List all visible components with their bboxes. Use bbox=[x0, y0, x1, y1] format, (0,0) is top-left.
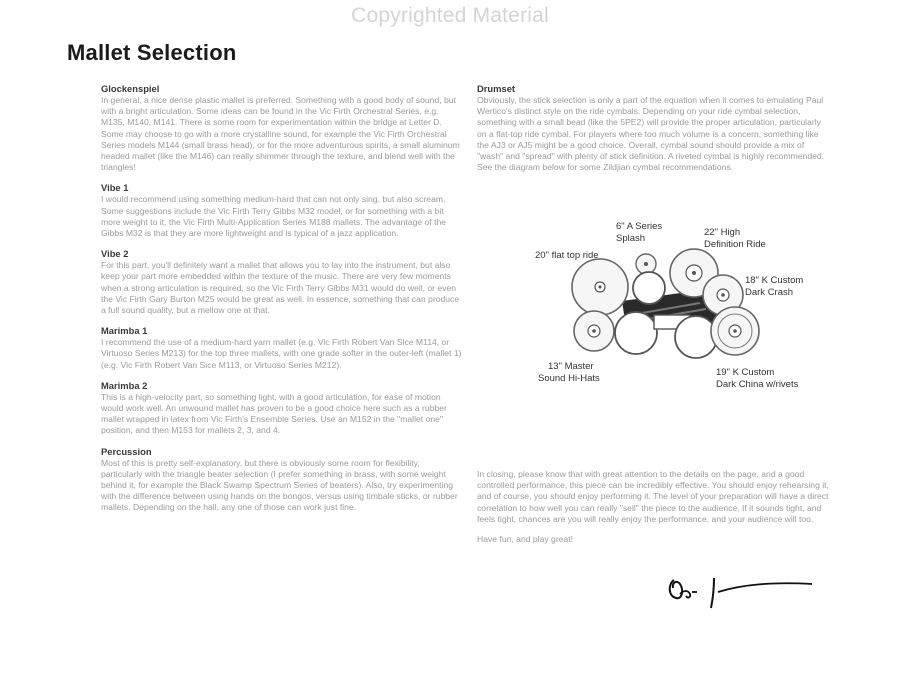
closing-paragraph: In closing, please know that with great attention to the details on the page, and a good controlled performance, this piece can be incredibly effective. You should enjoy rehearsing it, and of course, you should enjoy performing it. The level of your preparation will have a direct correlation to how well you can really "sell" the piece to the audience. If it sounds tight, and feels tight, chances are you will really enjoy the performance, and your audience will too. bbox=[477, 469, 829, 524]
flat-ride-cymbal bbox=[572, 259, 628, 315]
section-text: I recommend the use of a medium-hard yarn mallet (e.g. Vic Firth Robert Van Sice M114, or Virtuoso Series M213) for the top three mallets, with one grade softer in the outer-left (mallet 1) (e.g. Vic Firth Robert Van Sice M113, or Virtuoso Series M212). bbox=[101, 337, 462, 370]
hi-hats bbox=[574, 311, 614, 351]
section-heading: Drumset bbox=[477, 83, 516, 94]
watermark: Copyrighted Material bbox=[351, 4, 549, 27]
rack-tom bbox=[633, 272, 665, 304]
section-text: This is a high-velocity part, so something light, with a good articulation, for ease of motion would work well. An unwound mallet has proven to be a good choice here such as a rubber mallet wrapped in latex from Vic Firth's Ensemble Series. Use an M152 in the "mallet one" position, and then M153 for mallets 2, 3, and 4. bbox=[101, 391, 447, 436]
section-marimba-1 bbox=[101, 325, 463, 371]
section-percussion bbox=[101, 446, 463, 514]
label-splash-line2: Splash bbox=[616, 233, 646, 244]
snare-drum bbox=[615, 312, 657, 354]
label-hd-ride-line1: 22" High bbox=[704, 227, 741, 238]
section-text: Obviously, the stick selection is only a part of the equation when it comes to emulating Paul Wertico's distinct style on the ride cymbals. Depending on your ride cymbal selection, something with a small bead (like the 5PE2) will provide the proper articulation, particularly on a flat-top ride cymbal. For players where too much volume is a concern, something like the AJ3 or AJ5 might be a good choice. Overall, cymbal sound should provide a mix of "wash" and "spread" with plenty of stick definition. A riveted cymbal is highly recommended. See the diagram below for some Zildjian cymbal recommendations. bbox=[477, 95, 825, 173]
label-china-line1: 19" K Custom bbox=[716, 367, 775, 378]
section-text: I would recommend using something medium-hard that can not only sing, but also scream. Some suggestions include the Vic Firth Terry Gibbs M32 model, or for something with a bit more weight to it, the Vic Firth Multi-Application Series M188 mallets. The advantage of the Gibbs M32 is that they are more lightweight and is typical of a jazz application. bbox=[101, 194, 447, 239]
china-cymbal bbox=[711, 307, 759, 355]
floor-tom bbox=[675, 316, 717, 358]
label-dark-crash-line1: 18" K Custom bbox=[745, 275, 804, 286]
label-dark-crash-line2: Dark Crash bbox=[745, 287, 794, 298]
section-heading: Vibe 1 bbox=[101, 182, 129, 194]
section-text: For this part, you'll definitely want a mallet that allows you to lay into the instrument, but also keep your part more embedded within the texture of the music. There are very few moments when a strong articulation is required, so the Vic Firth Terry Gibbs M31 would do well, or even the Vic Firth Gary Burton M25 would be great as well. In essence, something that can produce a full sound quality, but a mellow one at that. bbox=[101, 260, 460, 316]
section-vibe-1 bbox=[101, 182, 463, 239]
section-marimba-2 bbox=[101, 380, 463, 437]
page-title: Mallet Selection bbox=[67, 40, 237, 65]
section-heading: Glockenspiel bbox=[101, 83, 160, 94]
label-splash-line1: 6" A Series bbox=[616, 221, 663, 232]
section-heading: Marimba 2 bbox=[101, 379, 148, 391]
left-column bbox=[101, 83, 463, 523]
label-hihats-line1: 13" Master bbox=[548, 361, 594, 372]
label-china-line2: Dark China w/rivets bbox=[716, 379, 799, 390]
section-heading: Marimba 1 bbox=[101, 325, 148, 337]
splash-cymbal bbox=[636, 254, 656, 274]
section-drumset bbox=[477, 83, 829, 173]
handwritten-signature bbox=[664, 568, 824, 612]
section-vibe-2 bbox=[101, 248, 463, 316]
closing-section bbox=[477, 469, 829, 554]
section-heading: Percussion bbox=[101, 445, 152, 457]
closing-signoff: Have fun, and play great! bbox=[477, 534, 574, 545]
section-glockenspiel bbox=[101, 83, 463, 173]
section-heading: Vibe 2 bbox=[101, 248, 129, 260]
label-flat-ride: 20" flat top ride bbox=[535, 250, 599, 261]
label-hihats-line2: Sound Hi-Hats bbox=[538, 373, 600, 384]
drumkit-diagram bbox=[530, 215, 820, 395]
label-hd-ride-line2: Definition Ride bbox=[704, 239, 766, 250]
section-text: In general, a nice dense plastic mallet is preferred. Something with a good body of sound, but with a bright articulation. Some ideas can be found in the Vic Firth Orchestral Series, e.g. M135, M140, M141. There is some room for experimentation within the bridge at Letter D. Some may choose to go with a more crystalline sound, for example the Vic Firth Orchestral Series models M144 (small brass head), or for the more adventurous spirits, a small aluminum headed mallet (like the M146) can really shimmer through the texture, and blend well with the triangles! bbox=[101, 95, 460, 173]
section-text: Most of this is pretty self-explanatory, but there is obviously some room for flexibility, particularly with the triangle beater selection (I prefer something in brass, with some weight behind it, for example the Black Swamp Spectrum Series of beaters). Also, try experimenting with the difference between using hands on the bongos, versus using timbale sticks, or rubber mallets. Depending on the hall, any one of those can work just fine. bbox=[101, 457, 458, 513]
right-column bbox=[477, 83, 829, 182]
